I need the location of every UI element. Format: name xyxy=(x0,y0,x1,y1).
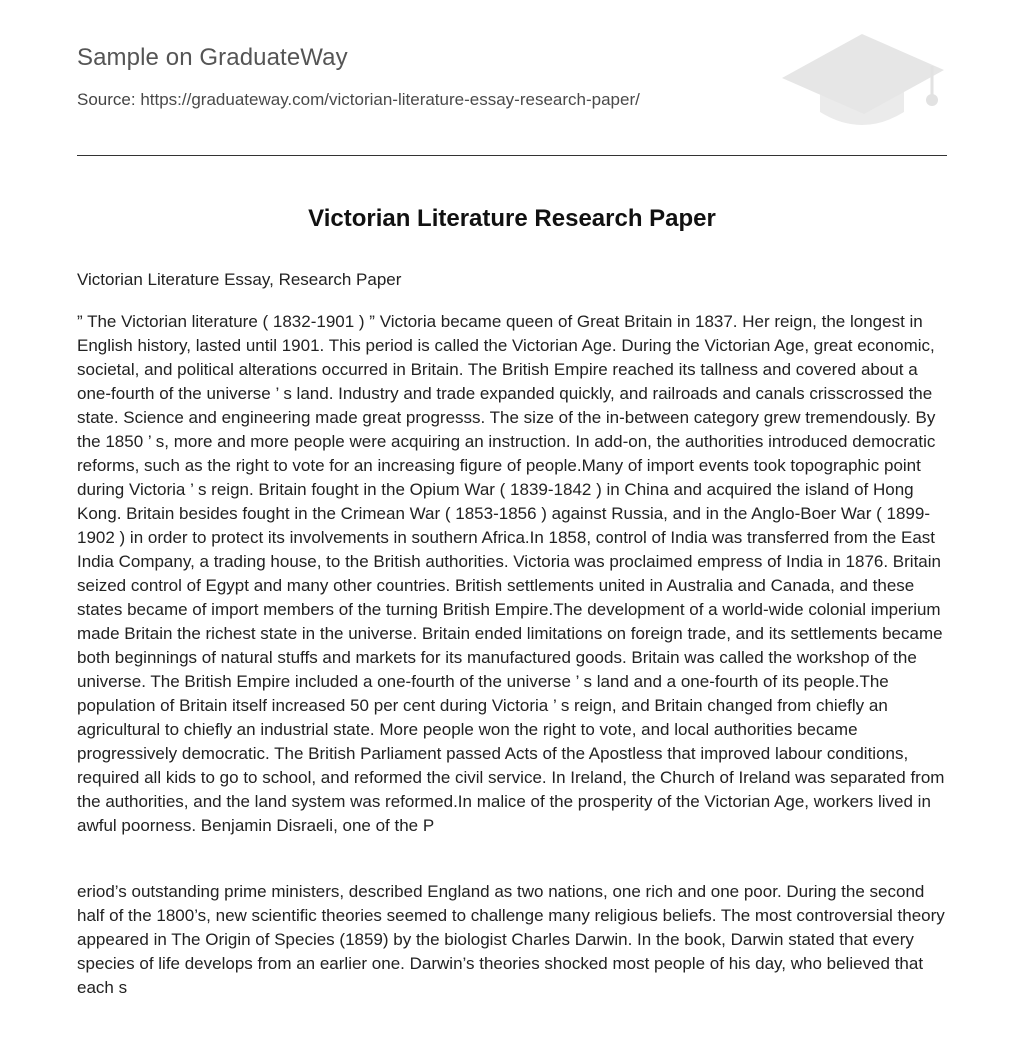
article-paragraph: ” The Victorian literature ( 1832-1901 ) ” Victoria became queen of Great Britain in 1837. Her reign, the longest in English history, lasted until 1901. This period is called the Victorian Age. During the Victorian Age, great economic, societal, and political alterations occurred in Britain. The British Empire reached its tallness and covered about a one-fourth of the universe ’ s land. Industry and trade expanded quickly, and railroads and canals crisscrossed the state. Science and engineering made great progresss. The size of the in-between category grew tremendously. By the 1850 ’ s, more and more people were acquiring an instruction. In add-on, the authorities introduced democratic reforms, such as the right to vote for an increasing figure of people.Many of import events took topographic point during Victoria ’ s reign. Britain fought in the Opium War ( 1839-1842 ) in China and acquired the island of Hong Kong. Britain besides fought in the Crimean War ( 1853-1856 ) against Russia, and in the Anglo-Boer War ( 1899-1902 ) in order to protect its involvements in southern Africa.In 1858, control of India was transferred from the East India Company, a trading house, to the British authorities. Victoria was proclaimed empress of India in 1876. Britain seized control of Egypt and many other countries. British settlements united in Australia and Canada, and these states became of import members of the turning British Empire.The development of a world-wide colonial imperium made Britain the richest state in the universe. Britain ended limitations on foreign trade, and its settlements became both beginnings of natural stuffs and markets for its manufactured goods. Britain was called the workshop of the universe. The British Empire included a one-fourth of the universe ’ s land and a one-fourth of its people.The population of Britain itself increased 50 per cent during Victoria ’ s reign, and Britain changed from chiefly an agricultural to chiefly an industrial state. More people won the right to vote, and local authorities became progressively democratic. The British Parliament passed Acts of the Apostless that improved labour conditions, required all kids to go to school, and reformed the civil service. In Ireland, the Church of Ireland was separated from the authorities, and the land system was reformed.In malice of the prosperity of the Victorian Age, workers lived in awful poorness. Benjamin Disraeli, one of the P xyxy=(77,312,945,835)
article-subtitle: Victorian Literature Essay, Research Paper xyxy=(77,270,402,289)
page-header xyxy=(77,42,947,156)
source-label: Source: xyxy=(77,90,136,109)
graduation-cap-icon xyxy=(780,30,950,134)
source-line xyxy=(77,90,640,110)
header-divider xyxy=(77,155,947,156)
article-title: Victorian Literature Research Paper xyxy=(308,205,716,232)
site-name: Sample on GraduateWay xyxy=(77,44,348,71)
article-paragraph: eriod’s outstanding prime ministers, described England as two nations, one rich and one poor. During the second half of the 1800’s, new scientific theories seemed to challenge many religious beliefs. The most controversial theory appeared in The Origin of Species (1859) by the biologist Charles Darwin. In the book, Darwin stated that every species of life develops from an earlier one. Darwin’s theories shocked most people of his day, who believed that each s xyxy=(77,882,945,997)
source-link[interactable]: https://graduateway.com/victorian-literature-essay-research-paper/ xyxy=(140,90,640,109)
